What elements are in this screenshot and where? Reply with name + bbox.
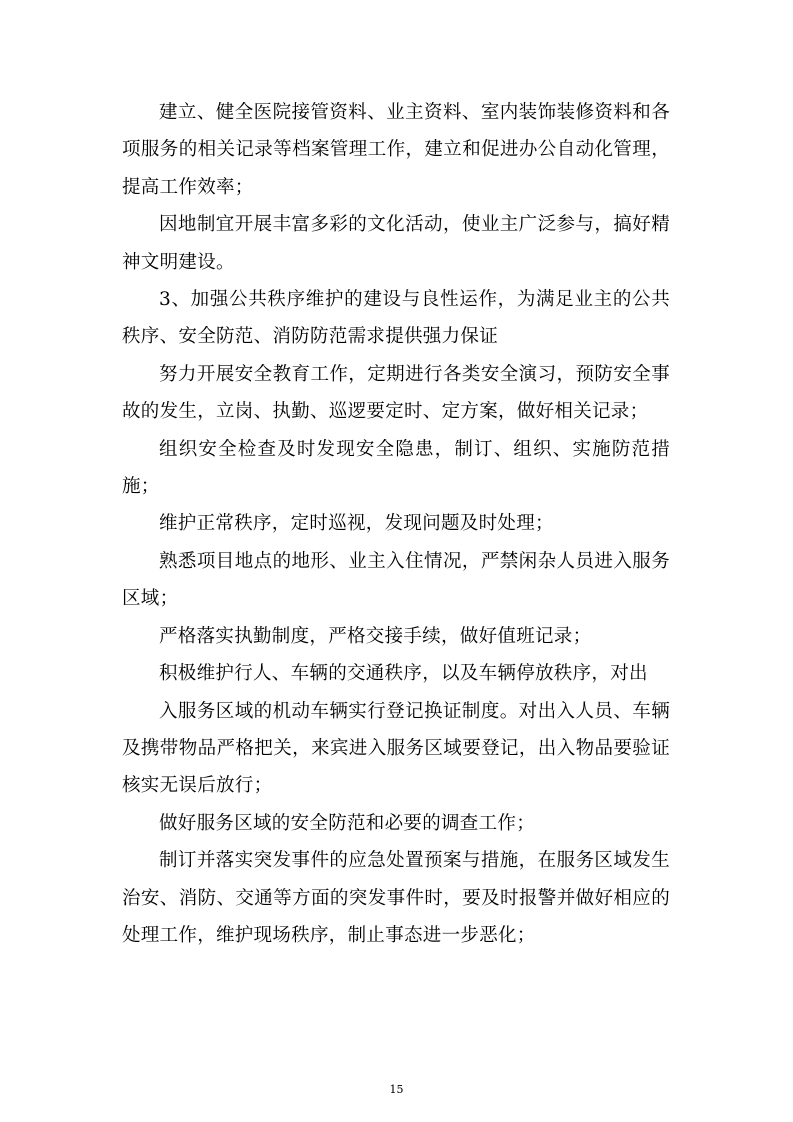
body-text — [122, 94, 670, 954]
paragraph-duty-system: 严格落实执勤制度，严格交接手续，做好值班记录； — [159, 625, 592, 647]
paragraph-safety-inspection: 组织安全检查及时发现安全隐患，制订、组织、实施防范措施； — [122, 438, 670, 498]
paragraph-vehicle-registration: 入服务区域的机动车辆实行登记换证制度。对出入人员、车辆及携带物品严格把关，来宾进入服务区域要登记，出入物品要验证核实无误后放行； — [122, 700, 670, 797]
paragraph-site-familiarity: 熟悉项目地点的地形、业主入住情况，严禁闲杂人员进入服务区域； — [122, 550, 670, 610]
paragraph-public-order-heading: 3、加强公共秩序维护的建设与良性运作，为满足业主的公共秩序、安全防范、消防防范需求提供强力保证 — [122, 289, 670, 348]
paragraph-safety-education: 努力开展安全教育工作，定期进行各类安全演习，预防安全事故的发生，立岗、执勤、巡逻要定时、定方案，做好相关记录； — [122, 363, 670, 423]
paragraph-archive-management: 建立、健全医院接管资料、业主资料、室内装饰装修资料和各项服务的相关记录等档案管理工作，建立和促进办公自动化管理，提高工作效率； — [122, 102, 670, 198]
paragraph-cultural-activities: 因地制宜开展丰富多彩的文化活动，使业主广泛参与，搞好精神文明建设。 — [122, 214, 670, 273]
paragraph-emergency-plan: 制订并落实突发事件的应急处置预案与措施，在服务区域发生治安、消防、交通等方面的突发事件时，要及时报警并做好相应的处理工作，维护现场秩序，制止事态进一步恶化； — [122, 850, 670, 946]
paragraph-security-investigation: 做好服务区域的安全防范和必要的调查工作； — [159, 812, 536, 834]
paragraph-order-patrol: 维护正常秩序，定时巡视，发现问题及时处理； — [159, 513, 554, 535]
paragraph-traffic-order: 积极维护行人、车辆的交通秩序，以及车辆停放秩序，对出 — [159, 663, 648, 685]
page-number: 15 — [389, 1083, 404, 1096]
